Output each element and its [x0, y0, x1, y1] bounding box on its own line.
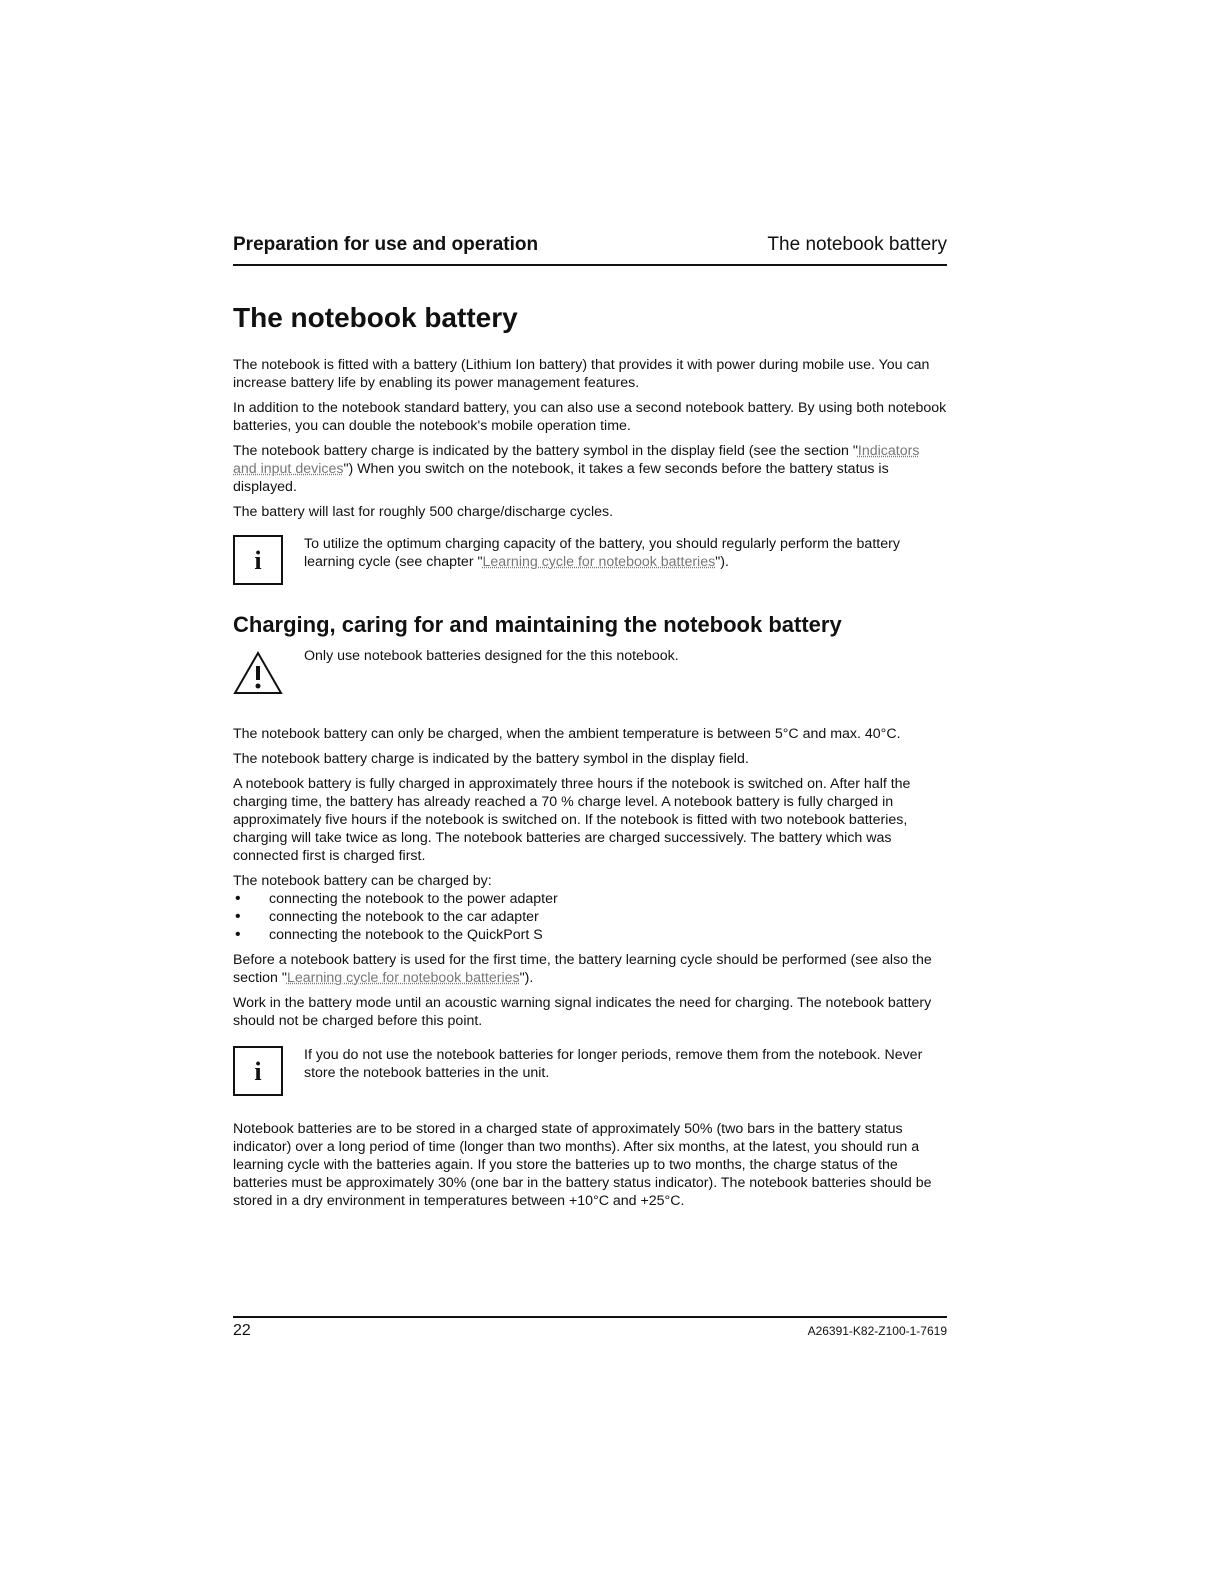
- warning-note: [233, 647, 947, 697]
- section-heading: Charging, caring for and maintaining the notebook battery: [233, 612, 842, 637]
- header-chapter: Preparation for use and operation: [233, 234, 539, 255]
- paragraph: Notebook batteries are to be stored in a charged state of approximately 50% (two bars in the battery status indicator) over a long period of time (longer than two months). After six months, at the latest, you should run a learning cycle with the batteries again. If you store the batteries up to two months, the charge status of the batteries must be approximately 30% (one bar in the battery status indicator). The notebook batteries should be stored in a dry environment in temperatures between +10°C and +25°C.: [233, 1121, 932, 1209]
- paragraph: The notebook battery can be charged by:: [233, 873, 492, 889]
- text: Before a notebook battery is used for the first time, the battery learning cycle should be performed (see also the section ": [233, 952, 932, 986]
- info-note: [233, 1046, 947, 1098]
- paragraph: [233, 951, 947, 987]
- list-item: • connecting the notebook to the car adapter: [233, 908, 947, 926]
- header-section: The notebook battery: [767, 234, 947, 255]
- running-header: [233, 234, 947, 266]
- warning-text: Only use notebook batteries designed for the this notebook.: [304, 648, 679, 664]
- paragraph: The notebook battery charge is indicated by the battery symbol in the display field.: [233, 751, 749, 767]
- link-indicators-input-devices[interactable]: Indicators and input devices: [233, 443, 920, 477]
- link-learning-cycle[interactable]: Learning cycle for notebook batteries: [482, 554, 716, 570]
- paragraph: Work in the battery mode until an acoustic warning signal indicates the need for charging. The notebook battery should not be charged before this point.: [233, 995, 932, 1029]
- page-title: The notebook battery: [233, 302, 518, 333]
- note-text: If you do not use the notebook batteries for longer periods, remove them from the notebook. Never store the notebook batteries in the unit.: [304, 1047, 923, 1081]
- page-number: 22: [233, 1322, 251, 1339]
- list-item: • connecting the notebook to the power adapter: [233, 890, 947, 908]
- page-footer: [233, 1316, 947, 1346]
- text: The notebook battery charge is indicated by the battery symbol in the display field (see the section ": [233, 443, 858, 459]
- page-content: [233, 300, 947, 1217]
- note-text: [304, 535, 947, 571]
- text: ") When you switch on the notebook, it takes a few seconds before the battery status is displayed.: [233, 461, 889, 495]
- paragraph: A notebook battery is fully charged in approximately three hours if the notebook is switched on. After half the charging time, the battery has already reached a 70 % charge level. A notebook battery is fully charged in approximately five hours if the notebook is switched on. If the notebook is fitted with two notebook batteries, charging will take twice as long. The notebook batteries are charged successively. The battery which was connected first is charged first.: [233, 776, 911, 864]
- paragraph: The notebook battery can only be charged, when the ambient temperature is between 5°C and max. 40°C.: [233, 726, 901, 742]
- paragraph: The notebook is fitted with a battery (Lithium Ion battery) that provides it with power during mobile use. You can increase battery life by enabling its power management features.: [233, 357, 930, 391]
- text: ").: [519, 970, 534, 986]
- list-item: • connecting the notebook to the QuickPort S: [233, 926, 947, 944]
- paragraph: The battery will last for roughly 500 charge/discharge cycles.: [233, 504, 614, 520]
- document-id: A26391-K82-Z100-1-7619: [807, 1324, 947, 1338]
- text: To utilize the optimum charging capacity of the battery, you should regularly perform the battery learning cycle (see chapter ": [304, 536, 900, 570]
- info-icon: i: [233, 1046, 283, 1096]
- info-note: [233, 535, 947, 587]
- paragraph: In addition to the notebook standard battery, you can also use a second notebook battery. By using both notebook batteries, you can double the notebook's mobile operation time.: [233, 400, 947, 434]
- paragraph: [233, 442, 947, 496]
- text: ").: [715, 554, 729, 570]
- warning-triangle-icon: [233, 651, 283, 695]
- info-icon: i: [233, 535, 283, 585]
- link-learning-cycle[interactable]: Learning cycle for notebook batteries: [286, 970, 520, 986]
- charging-methods-list: [233, 890, 947, 944]
